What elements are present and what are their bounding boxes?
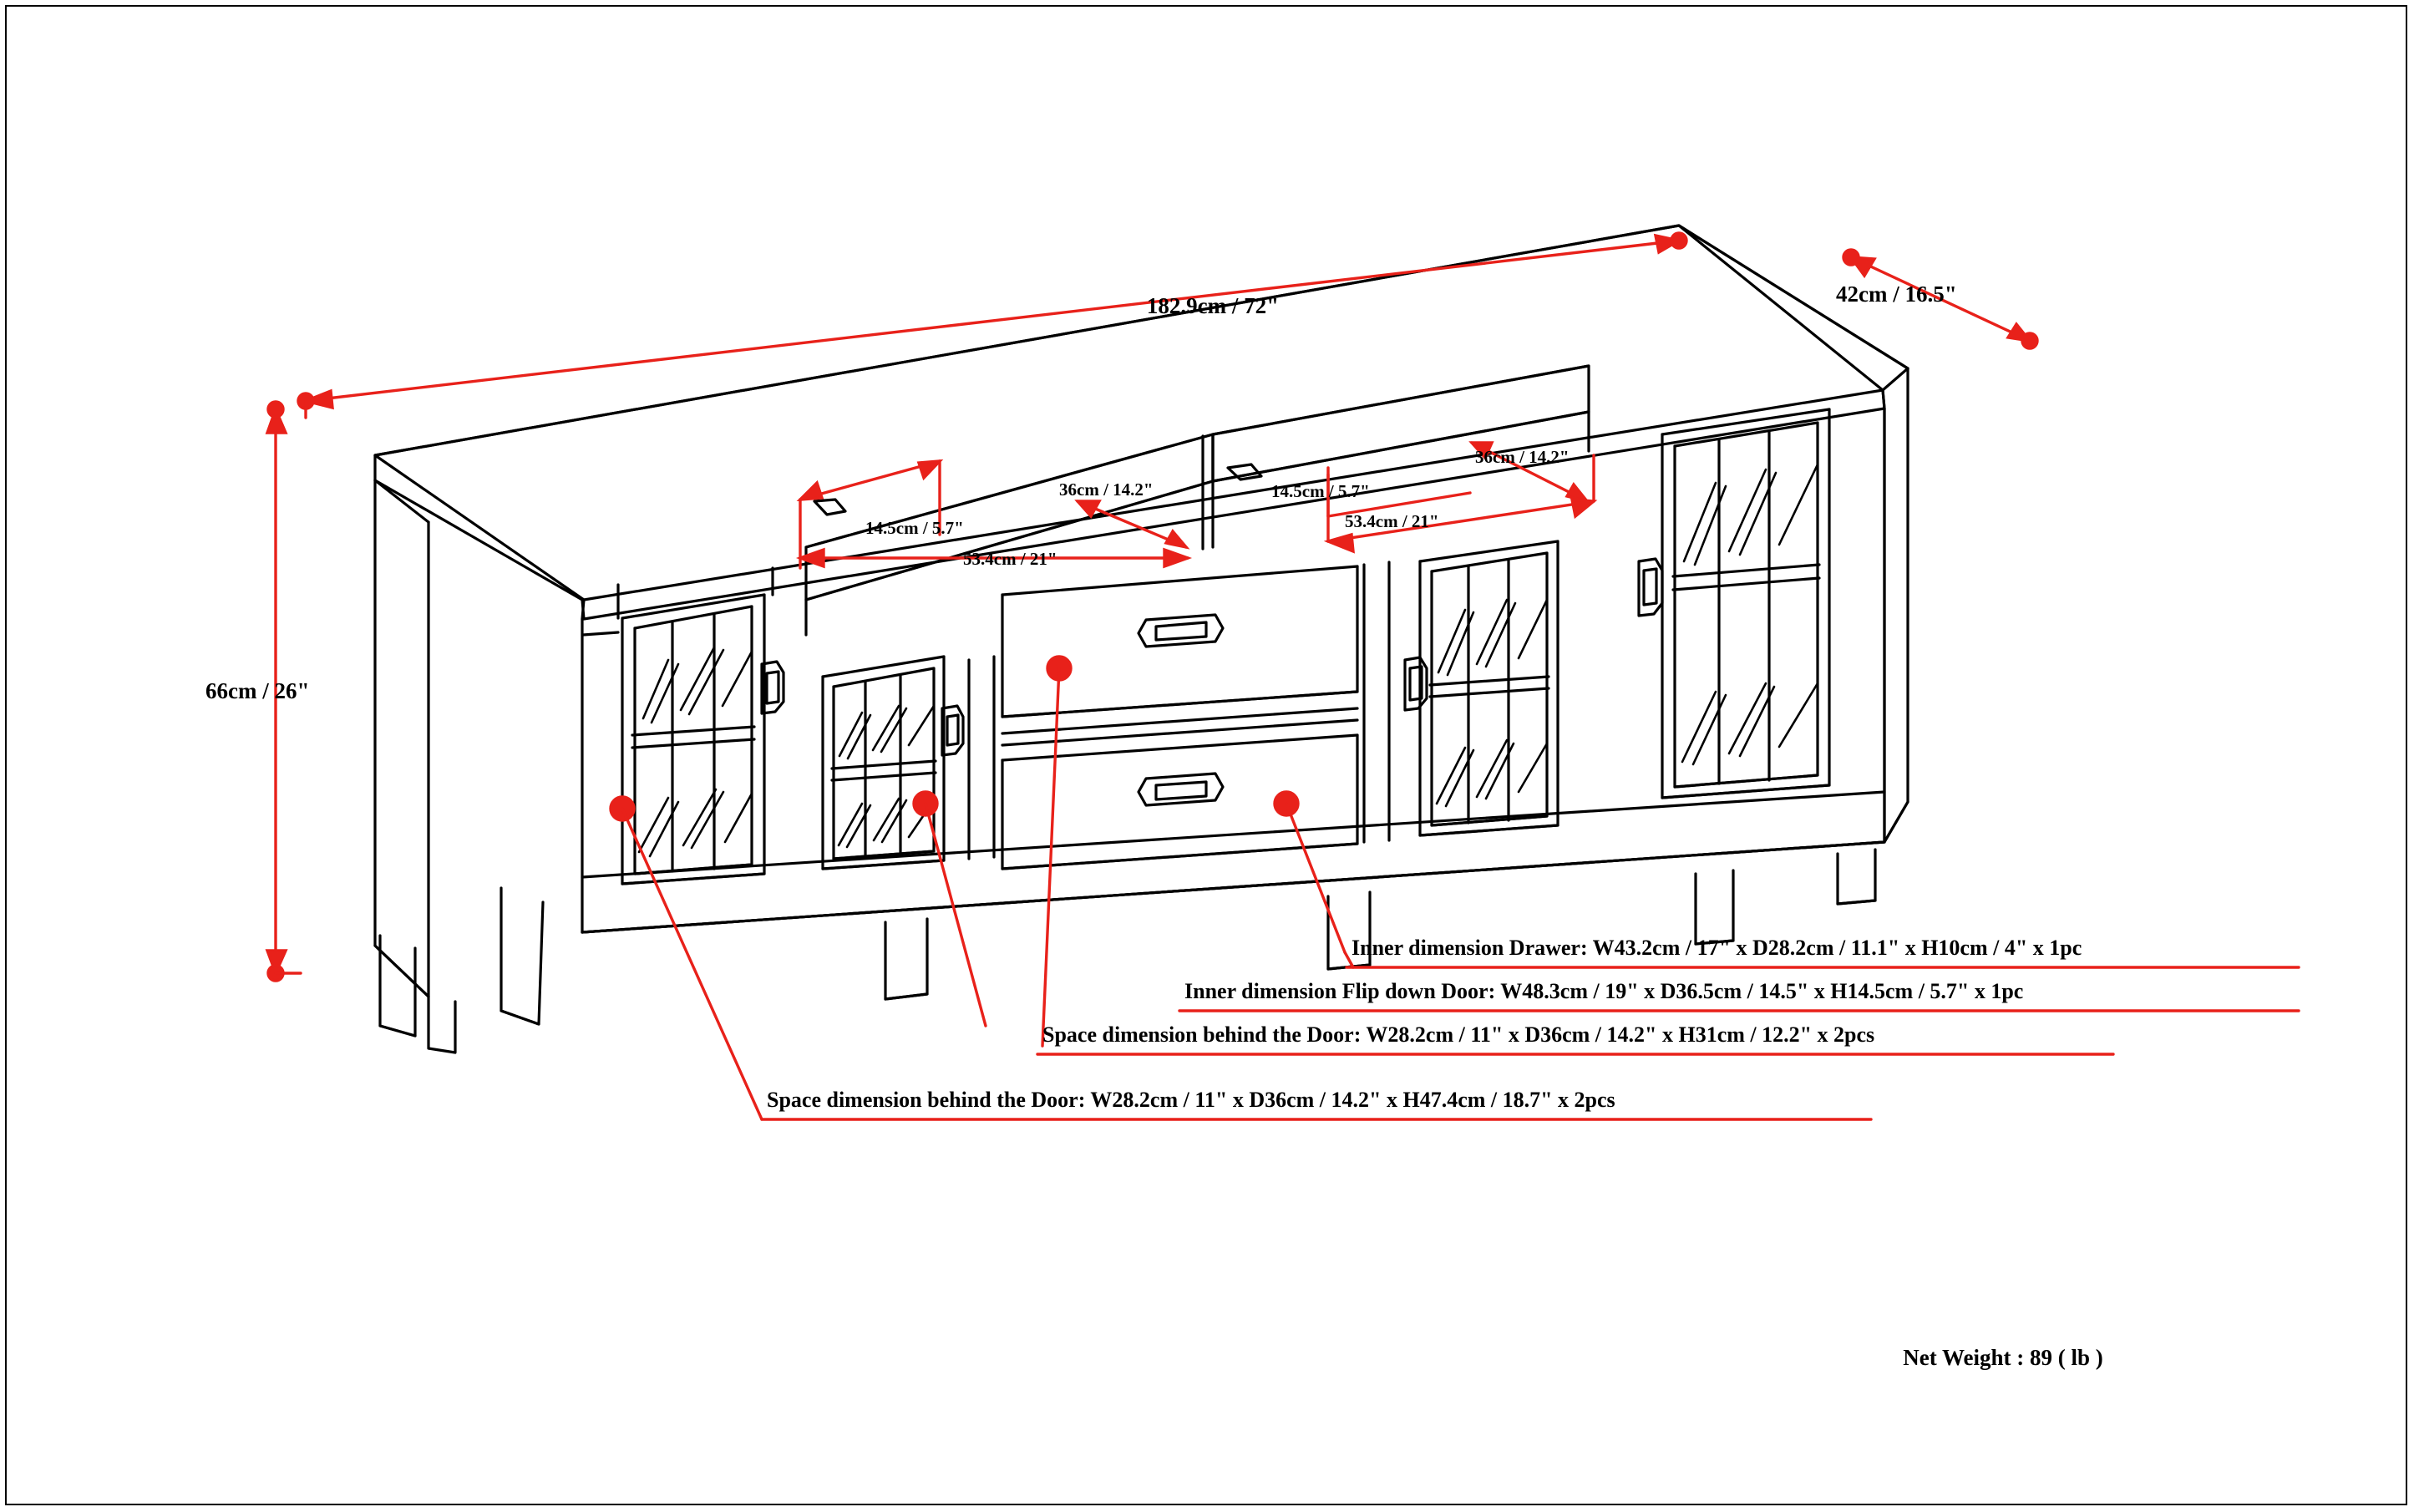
callout-leader-space-side [611, 797, 762, 1119]
dim-shelf-left-height-label: 14.5cm / 5.7" [865, 518, 964, 538]
dim-shelf-left-depth-label: 36cm / 14.2" [1059, 479, 1154, 500]
dim-shelf-left-depth [1078, 501, 1186, 547]
net-weight-label: Net Weight : 89 ( lb ) [1903, 1345, 2103, 1370]
dim-shelf-right-width-label: 53.4cm / 21" [1345, 511, 1439, 531]
callout-flip-down-door: Inner dimension Flip down Door: W48.3cm / 19" x D36.5cm / 14.5" x H14.5cm / 5.7" x 1pc [1184, 979, 2024, 1003]
callout-space-behind-door-center: Space dimension behind the Door: W28.2cm / 11" x D36cm / 14.2" x H31cm / 12.2" x 2pcs [1042, 1022, 1875, 1047]
callout-leader-drawer [1275, 792, 1353, 967]
dim-shelf-right-height-label: 14.5cm / 5.7" [1271, 481, 1370, 501]
dim-shelf-right-width [1328, 455, 1594, 551]
dim-shelf-right-depth-label: 36cm / 14.2" [1475, 447, 1570, 467]
callout-space-behind-door-side: Space dimension behind the Door: W28.2cm / 11" x D36cm / 14.2" x H47.4cm / 18.7" x 2pcs [767, 1088, 1615, 1112]
dim-width-label: 182.9cm / 72" [1146, 293, 1280, 318]
callout-leader-space-center [914, 792, 986, 1026]
callout-drawer: Inner dimension Drawer: W43.2cm / 17" x D28.2cm / 11.1" x H10cm / 4" x 1pc [1352, 936, 2082, 960]
dim-width [298, 233, 1686, 418]
callout-leader-flip-door [1042, 657, 1071, 1046]
dim-depth-label: 42cm / 16.5" [1836, 282, 1957, 307]
dim-shelf-left-width-label: 53.4cm / 21" [963, 549, 1057, 569]
dim-height-label: 66cm / 26" [205, 678, 310, 703]
